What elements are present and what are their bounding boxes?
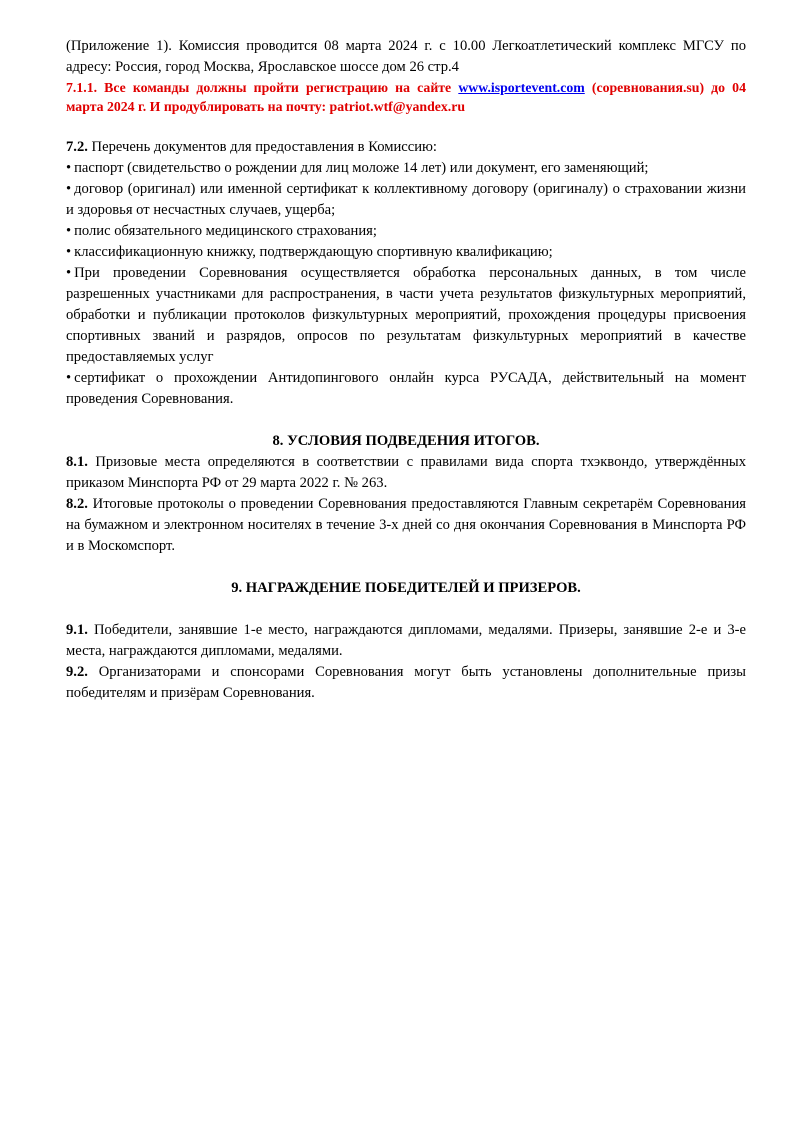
section-8-title: 8. УСЛОВИЯ ПОДВЕДЕНИЯ ИТОГОВ. [272,433,540,449]
bullet-icon: • [66,160,72,176]
document-page [66,36,746,704]
list-item: • При проведении Соревнования осуществляется обработка персональных данных, в том числе разрешенных участниками для распространения, в части учета результатов физкультурных мероприятий, обработки и публикации протоколов физкультурных мероприятий, прохождения процедуры присвоения спортивных званий и разрядов, опросов по результатам физкультурных мероприятий в качестве предоставляемых услуг [66,265,746,365]
registration-link[interactable]: www.isportevent.com [458,80,585,95]
section-9-title: 9. НАГРАЖДЕНИЕ ПОБЕДИТЕЛЕЙ И ПРИЗЕРОВ. [231,580,581,596]
notice-number: 7.1.1. [66,80,98,95]
section-7-2-heading [66,137,746,158]
paragraph-number: 8.2. [66,496,88,512]
paragraph-9-2 [66,662,746,704]
section-7-2-title: Перечень документов для предоставления в Комиссию: [91,139,437,155]
section-7-2-number: 7.2. [66,139,88,155]
intro-paragraph: (Приложение 1). Комиссия проводится 08 марта 2024 г. с 10.00 Легкоатлетический комплекс МГСУ по адресу: Россия, город Москва, Ярославское шоссе дом 26 стр.4 [66,38,746,75]
bullet-icon: • [66,181,72,197]
paragraph-8-2 [66,494,746,557]
paragraph-number: 8.1. [66,454,88,470]
paragraph-number: 9.2. [66,664,88,680]
bullet-icon: • [66,370,72,386]
list-item: • классификационную книжку, подтверждающую спортивную квалификацию; [66,242,746,263]
list-item: • договор (оригинал) или именной сертификат к коллективному договору (оригиналу) о страховании жизни и здоровья от несчастных случаев, ущерба; [66,181,746,218]
paragraph-text: Итоговые протоколы о проведении Соревнования предоставляются Главным секретарём Соревнования на бумажном и электронном носителях в течение 3-х дней со дня окончания Соревнования в Минспорта РФ и в Москомспорт. [66,496,746,554]
registration-notice [66,78,746,116]
list-item: • паспорт (свидетельство о рождении для лиц моложе 14 лет) или документ, его заменяющий; [66,158,746,179]
paragraph-text: Организаторами и спонсорами Соревнования могут быть установлены дополнительные призы победителям и призёрам Соревнования. [66,664,746,701]
notice-text-before: Все команды должны пройти регистрацию на сайте [104,80,452,95]
notice-text-after: (соревнования.su) до 04 марта 2024 г. И продублировать на почту: patriot.wtf@yandex.ru [66,80,746,114]
list-item: • полис обязательного медицинского страхования; [66,221,746,242]
bullet-icon: • [66,223,72,239]
paragraph-text: Призовые места определяются в соответствии с правилами вида спорта тхэквондо, утверждённых приказом Минспорта РФ от 29 марта 2022 г. № 263. [66,454,747,491]
paragraph-8-1 [66,452,746,494]
paragraph-number: 9.1. [66,622,88,638]
paragraph-text: Победители, занявшие 1-е место, награждаются дипломами, медалями. Призеры, занявшие 2-е и 3-е места, награждаются дипломами, медалями. [66,622,746,659]
paragraph-9-1 [66,620,746,662]
bullet-icon: • [66,265,72,281]
bullet-icon: • [66,244,72,260]
list-item: • сертификат о прохождении Антидопингового онлайн курса РУСАДА, действительный на момент проведения Соревнования. [66,370,746,407]
